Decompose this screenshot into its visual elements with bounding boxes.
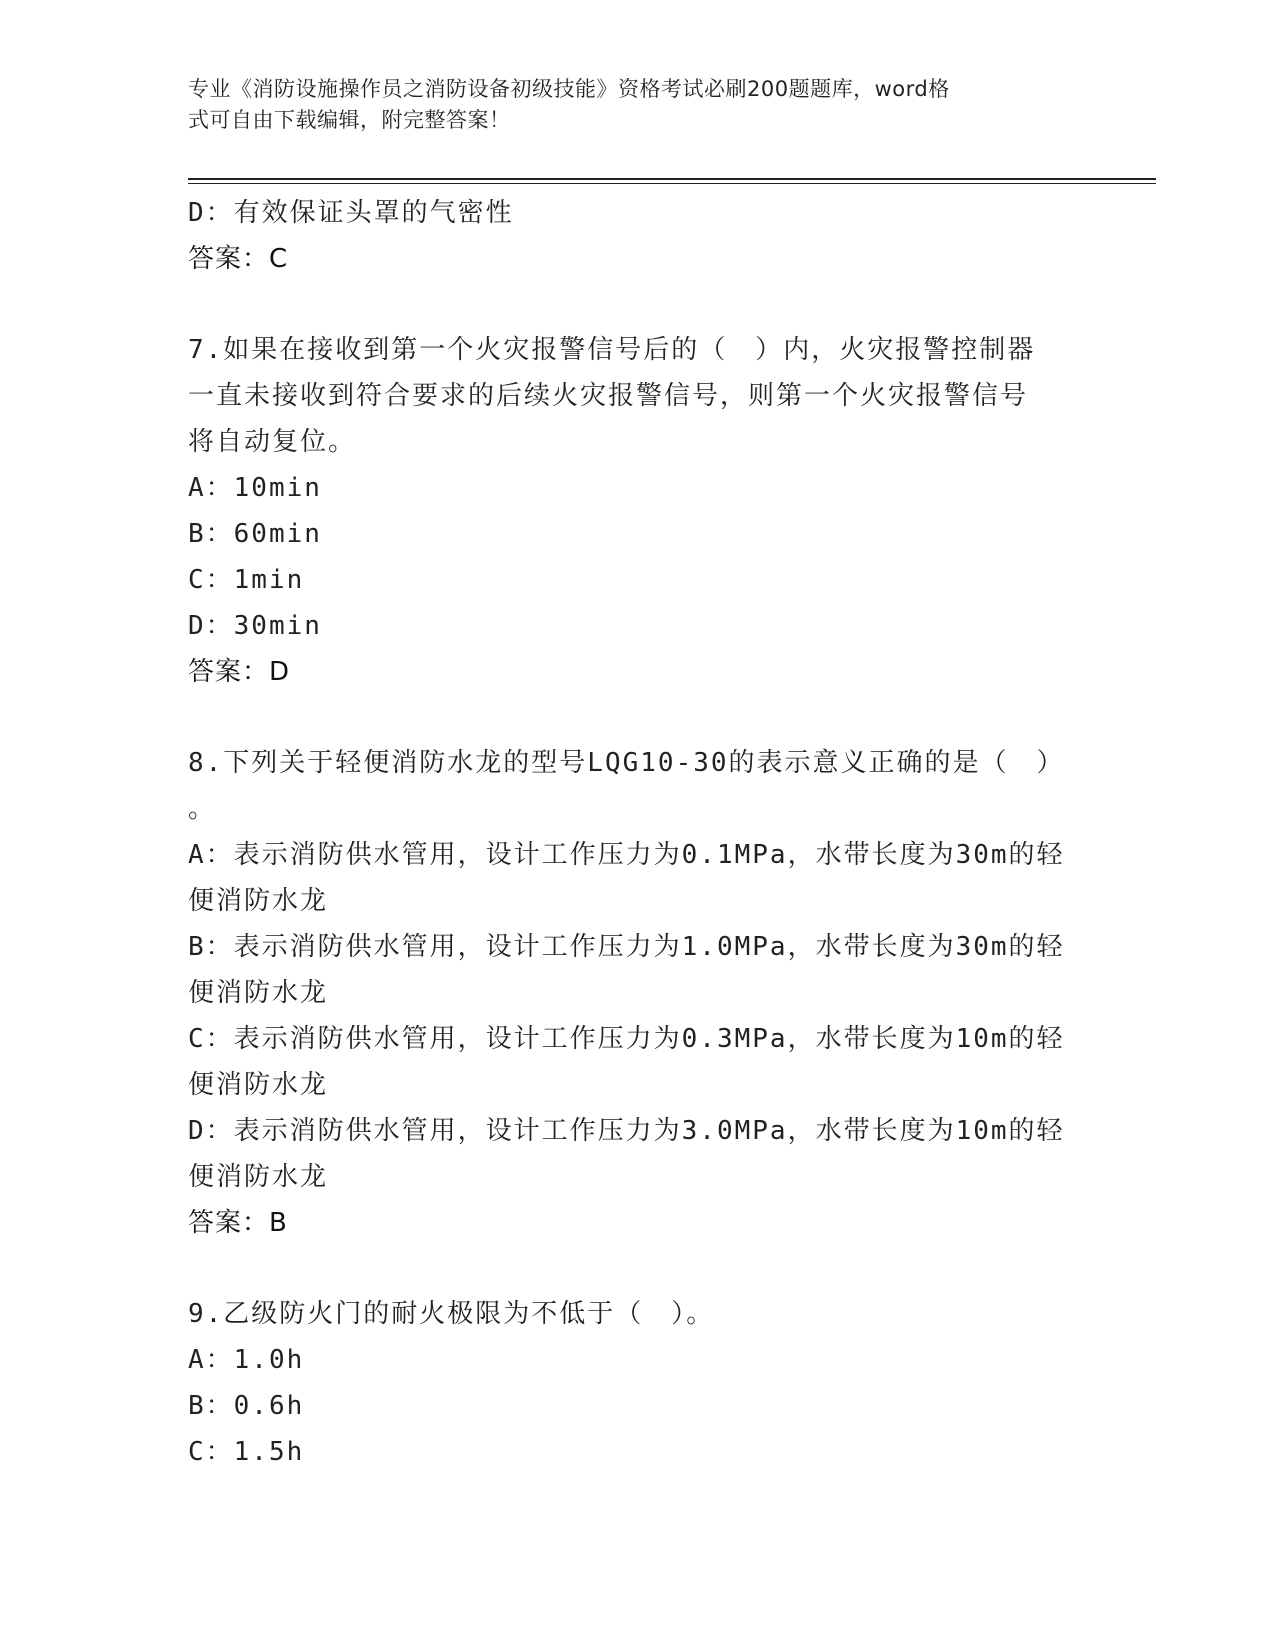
q9-option-a: A：1.0h [188,1345,305,1375]
question-content [188,190,1088,1475]
question-7 [188,327,1088,695]
q7-option-b: B：60min [188,519,322,549]
q8-text-line-2: 。 [188,794,217,824]
q8-option-b-line-2: 便消防水龙 [188,978,329,1008]
q7-text-line-2: 一直未接收到符合要求的后续火灾报警信号，则第一个火灾报警信号 [188,381,1029,411]
q9-text-line-1: 9.乙级防火门的耐火极限为不低于（ ）。 [188,1299,715,1329]
q8-option-c-line-1: C：表示消防供水管用，设计工作压力为0.3MPa，水带长度为10m的轻 [188,1024,1065,1054]
q8-option-a-line-2: 便消防水龙 [188,886,329,916]
q8-option-c-line-2: 便消防水龙 [188,1070,329,1100]
header-line-2: 式可自由下载编辑，附完整答案！ [188,108,511,132]
q9-option-b: B：0.6h [188,1391,305,1421]
prev-option-d: D：有效保证头罩的气密性 [188,198,514,228]
q7-option-c: C：1min [188,565,305,595]
q8-text-line-1: 8.下列关于轻便消防水龙的型号LQG10-30的表示意义正确的是（ ） [188,748,1065,778]
q7-option-a: A：10min [188,473,322,503]
document-header [188,74,1068,136]
q7-option-d: D：30min [188,611,322,641]
q8-option-b-line-1: B：表示消防供水管用，设计工作压力为1.0MPa，水带长度为30m的轻 [188,932,1065,962]
header-rule-thick [188,178,1156,180]
header-rule-thin [188,183,1156,184]
prev-answer: 答案：C [188,244,289,274]
q7-text-line-3: 将自动复位。 [188,427,357,457]
q8-option-d-line-2: 便消防水龙 [188,1162,329,1192]
q7-answer: 答案：D [188,657,291,687]
q7-text-line-1: 7.如果在接收到第一个火灾报警信号后的（ ）内，火灾报警控制器 [188,335,1036,365]
q9-option-c: C：1.5h [188,1437,305,1467]
spacer [188,282,1088,327]
spacer [188,695,1088,740]
q8-answer: 答案：B [188,1208,288,1238]
q8-option-d-line-1: D：表示消防供水管用，设计工作压力为3.0MPa，水带长度为10m的轻 [188,1116,1065,1146]
header-line-1: 专业《消防设施操作员之消防设备初级技能》资格考试必刷200题题库，word格 [188,77,950,101]
question-9 [188,1291,1088,1475]
spacer [188,1246,1088,1291]
q8-option-a-line-1: A：表示消防供水管用，设计工作压力为0.1MPa，水带长度为30m的轻 [188,840,1065,870]
question-8 [188,740,1088,1246]
